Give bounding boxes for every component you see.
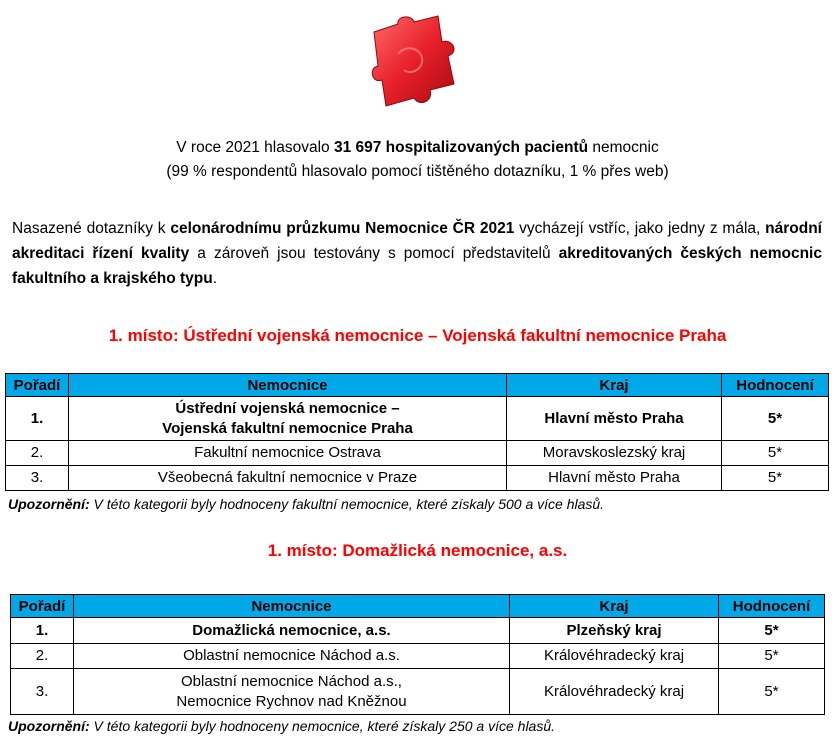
hospital-cell: Oblastní nemocnice Náchod a.s., Nemocnice Rychnov nad Kněžnou bbox=[74, 669, 510, 715]
header-region: Kraj bbox=[507, 374, 722, 397]
section2-heading: 1. místo: Domažlická nemocnice, a.s. bbox=[267, 541, 568, 560]
rating-cell: 5* bbox=[719, 618, 825, 644]
rank-cell: 1. bbox=[11, 618, 74, 644]
header-rank: Pořadí bbox=[6, 374, 69, 397]
hospital-cell: Všeobecná fakultní nemocnice v Praze bbox=[69, 466, 507, 491]
rating-cell: 5* bbox=[722, 441, 829, 466]
hospital-cell: Ústřední vojenská nemocnice – Vojenská fakultní nemocnice Praha bbox=[69, 397, 507, 441]
description-paragraph: Nasazené dotazníky k celonárodnímu průzkumu Nemocnice ČR 2021 vycházejí vstříc, jako jedny z mála, národní akreditaci řízení kvality a zároveň jsou testovány s pomocí představitelů akreditovaných českých nemocnic fakultního a krajského typu. bbox=[12, 220, 822, 287]
header-rating: Hodnocení bbox=[719, 595, 825, 618]
table-row bbox=[6, 397, 829, 441]
ranking-table-1 bbox=[5, 373, 829, 491]
region-cell: Královéhradecký kraj bbox=[510, 644, 719, 669]
header-region: Kraj bbox=[510, 595, 719, 618]
header-rating: Hodnocení bbox=[722, 374, 829, 397]
puzzle-piece-icon bbox=[368, 14, 460, 114]
note-1: Upozornění: V této kategorii byly hodnoceny fakultní nemocnice, které získaly 500 a více hlasů. bbox=[8, 496, 605, 512]
section1-heading: 1. místo: Ústřední vojenská nemocnice – Vojenská fakultní nemocnice Praha bbox=[108, 326, 727, 345]
hospital-cell: Fakultní nemocnice Ostrava bbox=[69, 441, 507, 466]
hospital-cell: Domažlická nemocnice, a.s. bbox=[74, 618, 510, 644]
table-row bbox=[6, 441, 829, 466]
table-row bbox=[11, 618, 825, 644]
rank-cell: 3. bbox=[11, 669, 74, 715]
rating-cell: 5* bbox=[722, 397, 829, 441]
header-hospital: Nemocnice bbox=[69, 374, 507, 397]
region-cell: Moravskoslezský kraj bbox=[507, 441, 722, 466]
table-header-row bbox=[11, 595, 825, 618]
note-2: Upozornění: V této kategorii byly hodnoceny nemocnice, které získaly 250 a více hlasů. bbox=[8, 718, 556, 734]
rank-cell: 2. bbox=[6, 441, 69, 466]
rank-cell: 3. bbox=[6, 466, 69, 491]
intro-line-2: (99 % respondentů hlasovalo pomocí tištěného dotazníku, 1 % přes web) bbox=[166, 163, 669, 180]
table-row bbox=[6, 466, 829, 491]
region-cell: Plzeňský kraj bbox=[510, 618, 719, 644]
region-cell: Hlavní město Praha bbox=[507, 397, 722, 441]
table-row bbox=[11, 644, 825, 669]
rating-cell: 5* bbox=[722, 466, 829, 491]
header-hospital: Nemocnice bbox=[74, 595, 510, 618]
region-cell: Hlavní město Praha bbox=[507, 466, 722, 491]
intro-line-1: V roce 2021 hlasovalo 31 697 hospitalizovaných pacientů nemocnic bbox=[176, 139, 659, 156]
rank-cell: 1. bbox=[6, 397, 69, 441]
ranking-table-2 bbox=[10, 594, 825, 715]
table-row bbox=[11, 669, 825, 715]
hospital-cell: Oblastní nemocnice Náchod a.s. bbox=[74, 644, 510, 669]
rating-cell: 5* bbox=[719, 669, 825, 715]
region-cell: Královéhradecký kraj bbox=[510, 669, 719, 715]
table-header-row bbox=[6, 374, 829, 397]
header-rank: Pořadí bbox=[11, 595, 74, 618]
rating-cell: 5* bbox=[719, 644, 825, 669]
rank-cell: 2. bbox=[11, 644, 74, 669]
